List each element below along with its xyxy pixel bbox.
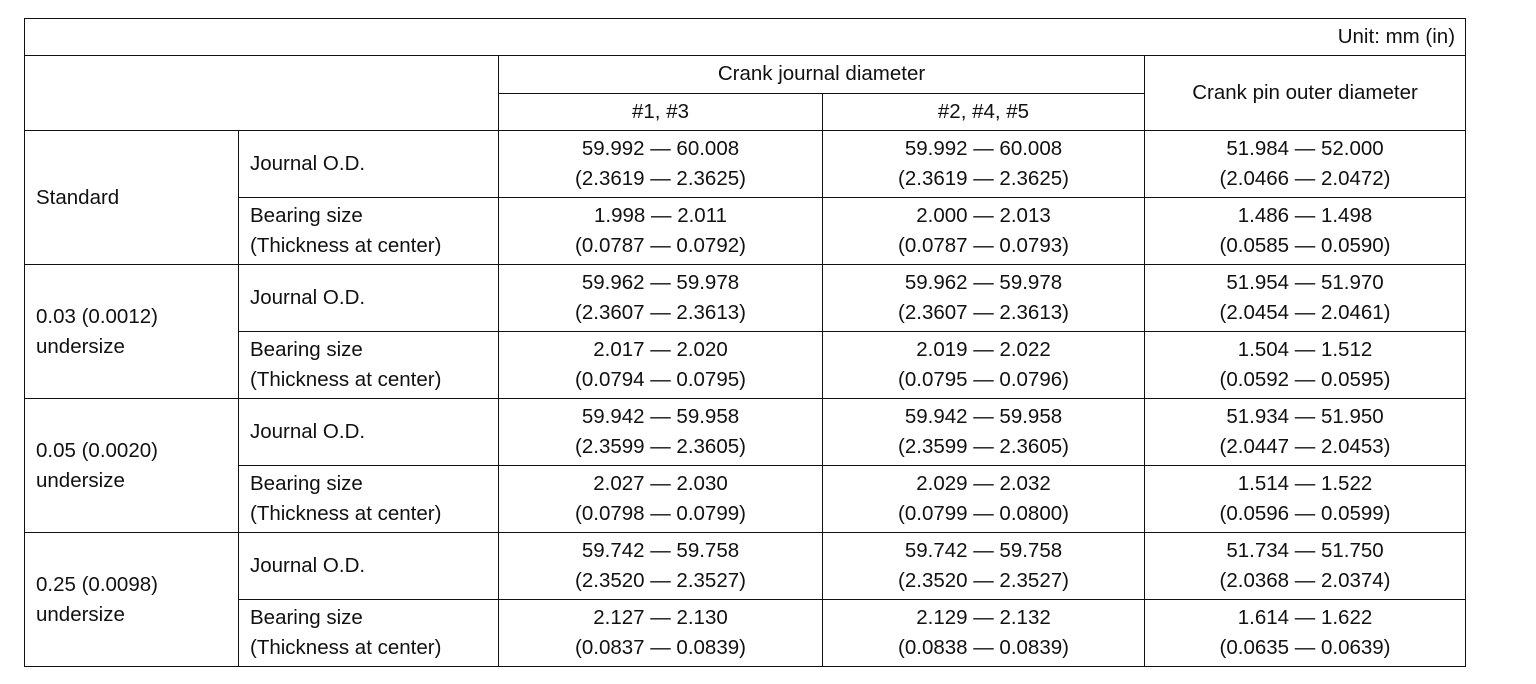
value-cell — [499, 399, 823, 466]
value-mm: 51.934 — 51.950 — [1226, 405, 1384, 428]
header-journal-col-1-3: #1, #3 — [499, 93, 823, 131]
value-cell — [823, 533, 1145, 600]
value-cell — [499, 131, 823, 198]
size-group-cell — [25, 533, 239, 667]
value-cell — [499, 198, 823, 265]
table-row — [25, 533, 1466, 600]
row-label: (Thickness at center) — [250, 368, 442, 391]
size-group-label: 0.05 (0.0020) — [36, 438, 158, 462]
row-label-cell — [239, 332, 499, 399]
value-mm: 59.742 — 59.758 — [581, 539, 740, 562]
value-cell — [1145, 198, 1466, 265]
value-mm: 59.992 — 60.008 — [581, 137, 740, 160]
value-mm: 2.129 — 2.132 — [916, 606, 1051, 629]
value-in: (2.0368 — 2.0374) — [1219, 569, 1391, 592]
value-in: (2.3599 — 2.3605) — [575, 435, 746, 458]
header-row-1 — [25, 56, 1466, 94]
table-row — [25, 198, 1466, 265]
value-mm: 59.742 — 59.758 — [904, 539, 1063, 562]
value-cell — [1145, 600, 1466, 667]
value-in: (0.0795 — 0.0796) — [898, 368, 1069, 391]
value-mm: 2.019 — 2.022 — [916, 338, 1051, 361]
value-cell — [499, 533, 823, 600]
table-row — [25, 466, 1466, 533]
size-group-cell — [25, 265, 239, 399]
value-cell — [823, 399, 1145, 466]
row-label: (Thickness at center) — [250, 636, 442, 659]
size-group-label: 0.03 (0.0012) — [36, 304, 158, 328]
value-in: (2.3619 — 2.3625) — [575, 167, 746, 190]
value-cell — [1145, 399, 1466, 466]
value-mm: 2.027 — 2.030 — [593, 472, 728, 495]
value-in: (2.3607 — 2.3613) — [575, 301, 746, 324]
value-in: (2.0466 — 2.0472) — [1219, 167, 1391, 190]
table-row — [25, 332, 1466, 399]
row-label: Bearing size — [250, 338, 363, 361]
value-cell — [499, 466, 823, 533]
value-in: (2.3599 — 2.3605) — [898, 435, 1069, 458]
size-group-label: undersize — [36, 602, 125, 626]
value-in: (2.3619 — 2.3625) — [898, 167, 1069, 190]
row-label: Journal O.D. — [250, 152, 366, 175]
value-in: (0.0635 — 0.0639) — [1219, 636, 1391, 659]
value-mm: 59.942 — 59.958 — [581, 405, 740, 428]
row-label: (Thickness at center) — [250, 502, 442, 525]
row-label: Journal O.D. — [250, 420, 366, 443]
table-row — [25, 399, 1466, 466]
row-label: Journal O.D. — [250, 286, 366, 309]
row-label-cell — [239, 600, 499, 667]
value-cell — [1145, 332, 1466, 399]
value-in: (0.0596 — 0.0599) — [1219, 502, 1391, 525]
value-cell — [1145, 265, 1466, 332]
value-mm: 1.998 — 2.011 — [594, 204, 727, 227]
value-mm: 2.000 — 2.013 — [916, 204, 1051, 227]
unit-label: Unit — [1337, 25, 1375, 48]
table-row — [25, 600, 1466, 667]
value-in: (0.0838 — 0.0839) — [898, 636, 1069, 659]
value-in: (0.0794 — 0.0795) — [575, 368, 746, 391]
value-in: (0.0585 — 0.0590) — [1219, 234, 1391, 257]
row-label-cell — [239, 198, 499, 265]
row-label: Bearing size — [250, 204, 363, 227]
value-mm: 2.127 — 2.130 — [593, 606, 728, 629]
table-row — [25, 131, 1466, 198]
size-group-label: undersize — [36, 468, 125, 492]
value-mm: 51.954 — 51.970 — [1226, 271, 1384, 294]
value-in: (2.0454 — 2.0461) — [1219, 301, 1391, 324]
header-crank-pin-outer-diameter: Crank pin outer diameter — [1145, 56, 1466, 131]
unit-row — [25, 19, 1466, 56]
row-label-cell — [239, 466, 499, 533]
value-mm: 1.504 — 1.512 — [1237, 338, 1373, 361]
value-cell — [499, 332, 823, 399]
value-cell — [1145, 131, 1466, 198]
value-cell — [1145, 466, 1466, 533]
value-cell — [823, 131, 1145, 198]
size-group-label: undersize — [36, 334, 125, 358]
value-mm: 59.962 — 59.978 — [581, 271, 740, 294]
value-in: (2.3520 — 2.3527) — [898, 569, 1069, 592]
value-cell — [823, 198, 1145, 265]
unit-value: : mm (in) — [1374, 25, 1456, 48]
value-in: (0.0787 — 0.0792) — [575, 234, 746, 257]
size-group-label: Standard — [36, 185, 120, 209]
value-mm: 2.017 — 2.020 — [593, 338, 728, 361]
value-cell — [823, 600, 1145, 667]
value-in: (2.3607 — 2.3613) — [898, 301, 1069, 324]
value-cell — [823, 466, 1145, 533]
value-in: (0.0799 — 0.0800) — [898, 502, 1069, 525]
value-in: (2.0447 — 2.0453) — [1219, 435, 1391, 458]
value-mm: 59.992 — 60.008 — [904, 137, 1063, 160]
row-label: Bearing size — [250, 472, 363, 495]
value-mm: 1.486 — 1.498 — [1237, 204, 1373, 227]
value-in: (0.0798 — 0.0799) — [575, 502, 746, 525]
value-mm: 1.614 — 1.622 — [1237, 606, 1373, 629]
size-group-label: 0.25 (0.0098) — [36, 572, 158, 596]
value-in: (0.0592 — 0.0595) — [1219, 368, 1391, 391]
row-label-cell — [239, 131, 499, 198]
value-mm: 2.029 — 2.032 — [916, 472, 1051, 495]
size-group-cell — [25, 399, 239, 533]
value-mm: 59.942 — 59.958 — [904, 405, 1063, 428]
spec-table-body — [25, 131, 1466, 667]
value-cell — [823, 332, 1145, 399]
value-in: (0.0787 — 0.0793) — [898, 234, 1069, 257]
row-label-cell — [239, 399, 499, 466]
value-cell — [1145, 533, 1466, 600]
unit-cell — [25, 19, 1466, 56]
value-cell — [499, 265, 823, 332]
value-mm: 51.734 — 51.750 — [1226, 539, 1384, 562]
value-cell — [823, 265, 1145, 332]
value-in: (2.3520 — 2.3527) — [575, 569, 746, 592]
header-blank-cell — [25, 56, 499, 131]
value-in: (0.0837 — 0.0839) — [575, 636, 746, 659]
value-cell — [499, 600, 823, 667]
value-mm: 59.962 — 59.978 — [904, 271, 1063, 294]
row-label: (Thickness at center) — [250, 234, 442, 257]
row-label: Bearing size — [250, 606, 363, 629]
header-crank-journal-diameter: Crank journal diameter — [499, 56, 1145, 94]
value-mm: 1.514 — 1.522 — [1237, 472, 1373, 495]
value-mm: 51.984 — 52.000 — [1226, 137, 1384, 160]
row-label-cell — [239, 533, 499, 600]
header-journal-col-2-4-5: #2, #4, #5 — [823, 93, 1145, 131]
table-row — [25, 265, 1466, 332]
crankshaft-spec-table — [24, 18, 1466, 667]
row-label-cell — [239, 265, 499, 332]
size-group-cell — [25, 131, 239, 265]
row-label: Journal O.D. — [250, 554, 366, 577]
